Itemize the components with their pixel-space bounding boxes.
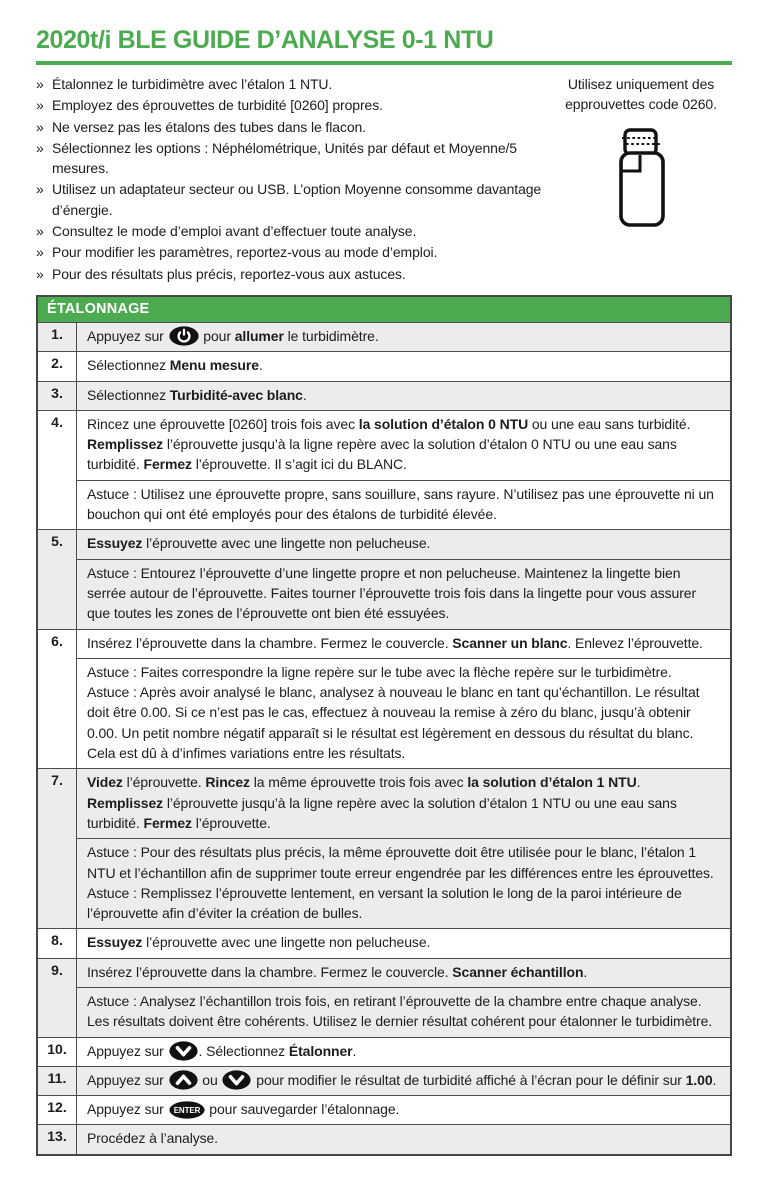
step-number: 1. — [38, 323, 77, 351]
calibration-table — [36, 295, 732, 1156]
bullet-item — [36, 179, 544, 220]
bullet-item — [36, 117, 544, 137]
step-content — [77, 769, 730, 928]
bullet-text: Ne versez pas les étalons des tubes dans le flacon. — [52, 118, 366, 135]
step-main: Rincez une éprouvette [0260] trois fois avec la solution d’étalon 0 NTU ou une eau sans turbidité. Remplissez l’éprouvette jusqu’à la ligne repère avec la solution d’étalon 0 NTU ou une eau sans turbidité. Fermez l’éprouvette. Il s’agit ici du BLANC. — [87, 415, 691, 473]
step-tip — [77, 987, 730, 1037]
bullet-text: Pour modifier les paramètres, reportez-vous au mode d’emploi. — [52, 244, 438, 261]
step-row — [38, 1124, 730, 1153]
table-header: ÉTALONNAGE — [38, 297, 730, 322]
step-number: 9. — [38, 959, 77, 1037]
bullet-item — [36, 95, 544, 115]
tip-paragraph: Astuce : Entourez l’éprouvette d’une lingette propre et non pelucheuse. Maintenez la lingette bien serrée autour de l’éprouvette. Faites tourner l’éprouvette trois fois dans la lingette pour vous assurer que toutes les zones de l’éprouvette ont bien été essuyées. — [87, 564, 697, 622]
step-row — [38, 629, 730, 769]
step-main: Essuyez l’éprouvette avec une lingette non pelucheuse. — [87, 535, 431, 552]
arrow-down-icon — [169, 1041, 198, 1061]
step-content — [77, 530, 730, 628]
step-main: Essuyez l’éprouvette avec une lingette non pelucheuse. — [87, 934, 431, 951]
step-number: 5. — [38, 530, 77, 628]
step-main: Procédez à l’analyse. — [87, 1130, 218, 1147]
tip-paragraph: Astuce : Remplissez l’éprouvette lentement, en versant la solution le long de la paroi intérieure de l’éprouvette afin d’éviter la création de bulles. — [87, 884, 682, 922]
step-row — [38, 351, 730, 380]
step-tip — [77, 559, 730, 629]
step-main: Appuyez sur ou pour modifier le résultat de turbidité affiché à l’écran pour le définir sur 1.00. — [87, 1071, 717, 1088]
side-note: Utilisez uniquement des epprouvettes code 0260. — [565, 76, 717, 112]
step-row — [38, 1066, 730, 1095]
bullet-text: Sélectionnez les options : Néphélométrique, Unités par défaut et Moyenne/5 mesures. — [52, 139, 517, 177]
sample-vial-icon — [550, 127, 732, 235]
step-main: Appuyez sur ENTER pour sauvegarder l’étalonnage. — [87, 1101, 400, 1118]
step-row — [38, 322, 730, 351]
step-number: 12. — [38, 1096, 77, 1124]
step-row — [38, 410, 730, 529]
bullet-marker: » — [36, 97, 44, 114]
step-number: 7. — [38, 769, 77, 928]
step-row — [38, 958, 730, 1037]
bullet-item — [36, 138, 544, 179]
step-content — [77, 1125, 730, 1153]
step-number: 8. — [38, 929, 77, 957]
bullet-marker: » — [36, 223, 44, 240]
step-main: Insérez l’éprouvette dans la chambre. Fermez le couvercle. Scanner échantillon. — [87, 963, 588, 980]
page-title: 2020t/i BLE GUIDE D’ANALYSE 0-1 NTU — [36, 26, 494, 54]
step-main: Insérez l’éprouvette dans la chambre. Fermez le couvercle. Scanner un blanc. Enlevez l’éprouvette. — [87, 634, 703, 651]
bullet-text: Utilisez un adaptateur secteur ou USB. L’option Moyenne consomme davantage d’énergie. — [52, 181, 542, 218]
step-tip — [77, 838, 730, 928]
bullet-item — [36, 242, 544, 262]
intro-bullets — [36, 74, 550, 285]
step-content — [77, 382, 730, 410]
bullet-item — [36, 221, 544, 241]
step-content — [77, 959, 730, 1037]
step-content — [77, 352, 730, 380]
bullet-marker: » — [36, 118, 44, 135]
arrow-down-icon — [222, 1070, 251, 1090]
step-number: 13. — [38, 1125, 77, 1153]
step-main: Appuyez sur . Sélectionnez Étalonner. — [87, 1042, 357, 1059]
bullet-text: Employez des éprouvettes de turbidité [0260] propres. — [52, 97, 383, 114]
bullet-marker: » — [36, 244, 44, 261]
step-row — [38, 928, 730, 957]
step-row — [38, 768, 730, 928]
step-content — [77, 323, 730, 351]
bullet-text: Consultez le mode d’emploi avant d’effectuer toute analyse. — [52, 223, 417, 240]
enter-icon-label: ENTER — [173, 1106, 200, 1116]
step-number: 3. — [38, 382, 77, 410]
step-main: Sélectionnez Menu mesure. — [87, 357, 263, 374]
step-row — [38, 529, 730, 628]
bullet-marker: » — [36, 76, 44, 92]
step-number: 11. — [38, 1067, 77, 1095]
enter-icon — [169, 1101, 205, 1119]
bullet-item — [36, 74, 544, 94]
step-row — [38, 1037, 730, 1066]
tip-paragraph: Astuce : Utilisez une éprouvette propre, sans souillure, sans rayure. N’utilisez pas une éprouvette ni un bouchon qui ont été employés pour des étalons de turbidité élevée. — [87, 485, 714, 523]
arrow-up-icon — [169, 1070, 198, 1090]
step-tip — [77, 658, 730, 768]
step-content — [77, 1067, 730, 1095]
steps-table-body — [38, 322, 730, 1154]
step-content — [77, 1096, 730, 1124]
step-content — [77, 1038, 730, 1066]
step-content — [77, 630, 730, 769]
step-number: 4. — [38, 411, 77, 529]
tip-paragraph: Astuce : Après avoir analysé le blanc, analysez à nouveau le blanc en tant qu’échantillon. Le résultat doit être 0.00. Si ce n’est pas le cas, effectuez à nouveau la remise à zéro du blanc, jusqu’à obtenir 0.00. Un petit nombre négatif apparaît si le résultat est légèrement en dessous du résultat du blanc. Cela est dû à d’infimes variations entre les résultats. — [87, 684, 700, 762]
step-row — [38, 381, 730, 410]
bullet-text: Étalonnez le turbidimètre avec l’étalon 1 NTU. — [52, 76, 333, 92]
step-main: Appuyez sur pour allumer le turbidimètre. — [87, 327, 379, 344]
title-rule — [36, 61, 732, 65]
step-tip — [77, 480, 730, 530]
intro-section — [36, 74, 732, 285]
tip-paragraph: Astuce : Analysez l’échantillon trois fois, en retirant l’éprouvette de la chambre entre chaque analyse. Les résultats doivent être cohérents. Utilisez le dernier résultat cohérent pour étalonner le turbidimètre. — [87, 992, 713, 1030]
step-content — [77, 929, 730, 957]
step-main: Sélectionnez Turbidité-avec blanc. — [87, 386, 307, 403]
power-icon — [169, 326, 199, 346]
step-row — [38, 1095, 730, 1124]
step-content — [77, 411, 730, 529]
step-number: 2. — [38, 352, 77, 380]
bullet-marker: » — [36, 265, 44, 282]
step-number: 10. — [38, 1038, 77, 1066]
step-number: 6. — [38, 630, 77, 769]
tip-paragraph: Astuce : Faites correspondre la ligne repère sur le tube avec la flèche repère sur le turbidimètre. — [87, 663, 672, 680]
bullet-item — [36, 264, 544, 284]
side-panel — [550, 74, 732, 235]
step-main: Videz l’éprouvette. Rincez la même éprouvette trois fois avec la solution d’étalon 1 NTU. Remplissez l’éprouvette jusqu’à la ligne repère avec la solution d’étalon 1 NTU ou une eau sans turbidité. Fermez l’éprouvette. — [87, 774, 677, 831]
bullet-marker: » — [36, 181, 44, 198]
bullet-text: Pour des résultats plus précis, reportez-vous aux astuces. — [52, 265, 406, 282]
bullet-marker: » — [36, 139, 44, 156]
tip-paragraph: Astuce : Pour des résultats plus précis, la même éprouvette doit être utilisée pour le blanc, l’étalon 1 NTU et l’échantillon afin de supprimer toute erreur engendrée par les différences entre les éprouvettes. — [87, 844, 714, 881]
